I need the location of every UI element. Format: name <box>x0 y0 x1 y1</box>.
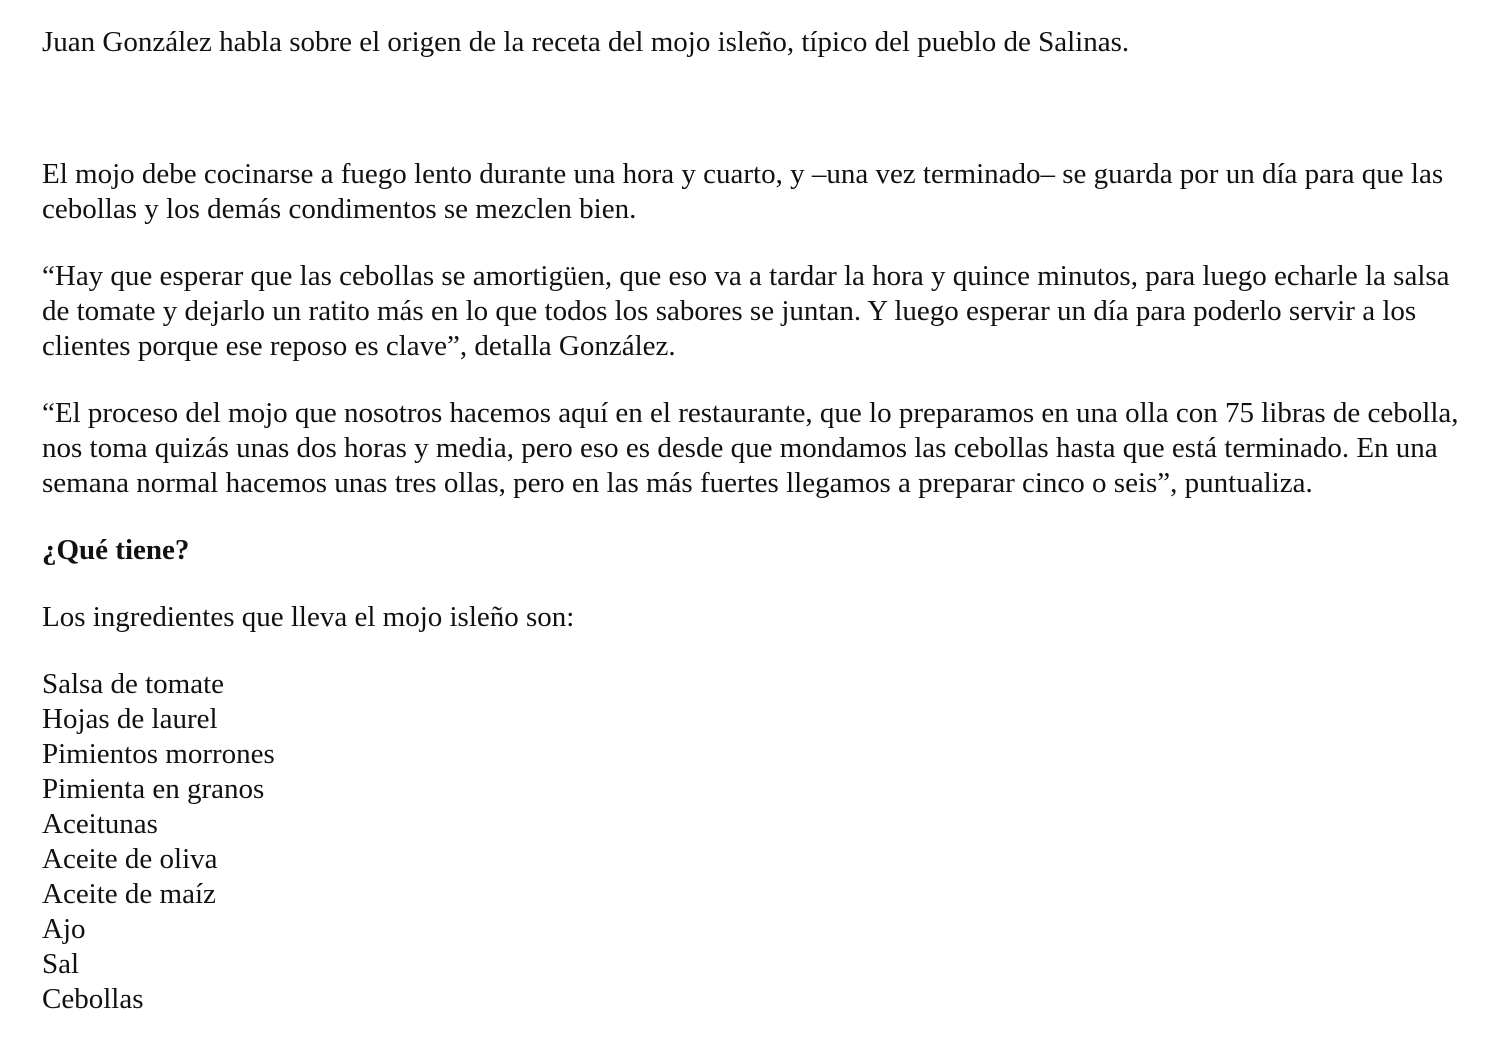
paragraph-quote-waiting: “Hay que esperar que las cebollas se amortigüen, que eso va a tardar la hora y quince minutos, para luego echarle la salsa de tomate y dejarlo un ratito más en lo que todos los sabores se juntan. Y luego esperar un día para poderlo servir a los clientes porque ese reposo es clave”, detalla González. <box>42 260 1450 362</box>
ingredient-item: Aceitunas <box>42 808 158 840</box>
ingredient-item: Hojas de laurel <box>42 703 218 735</box>
ingredients-intro: Los ingredientes que lleva el mojo isleño son: <box>42 601 575 633</box>
article-body <box>42 25 1472 1017</box>
ingredient-item: Aceite de oliva <box>42 843 218 875</box>
ingredient-item: Sal <box>42 948 80 980</box>
ingredient-item: Salsa de tomate <box>42 668 225 700</box>
ingredient-item: Cebollas <box>42 983 144 1015</box>
photo-caption: Juan González habla sobre el origen de la receta del mojo isleño, típico del pueblo de Salinas. <box>42 26 1130 58</box>
ingredient-item: Aceite de maíz <box>42 878 216 910</box>
ingredient-item: Pimientos morrones <box>42 738 275 770</box>
paragraph-cooking-time: El mojo debe cocinarse a fuego lento durante una hora y cuarto, y –una vez terminado– se guarda por un día para que las cebollas y los demás condimentos se mezclen bien. <box>42 158 1444 225</box>
ingredient-item: Pimienta en granos <box>42 773 265 805</box>
section-heading: ¿Qué tiene? <box>42 534 190 566</box>
ingredients-list <box>42 667 1472 1017</box>
paragraph-quote-process: “El proceso del mojo que nosotros hacemos aquí en el restaurante, que lo preparamos en una olla con 75 libras de cebolla, nos toma quizás unas dos horas y media, pero eso es desde que mondamos las cebollas hasta que está terminado. En una semana normal hacemos unas tres ollas, pero en las más fuertes llegamos a preparar cinco o seis”, puntualiza. <box>42 397 1459 499</box>
ingredient-item: Ajo <box>42 913 86 945</box>
